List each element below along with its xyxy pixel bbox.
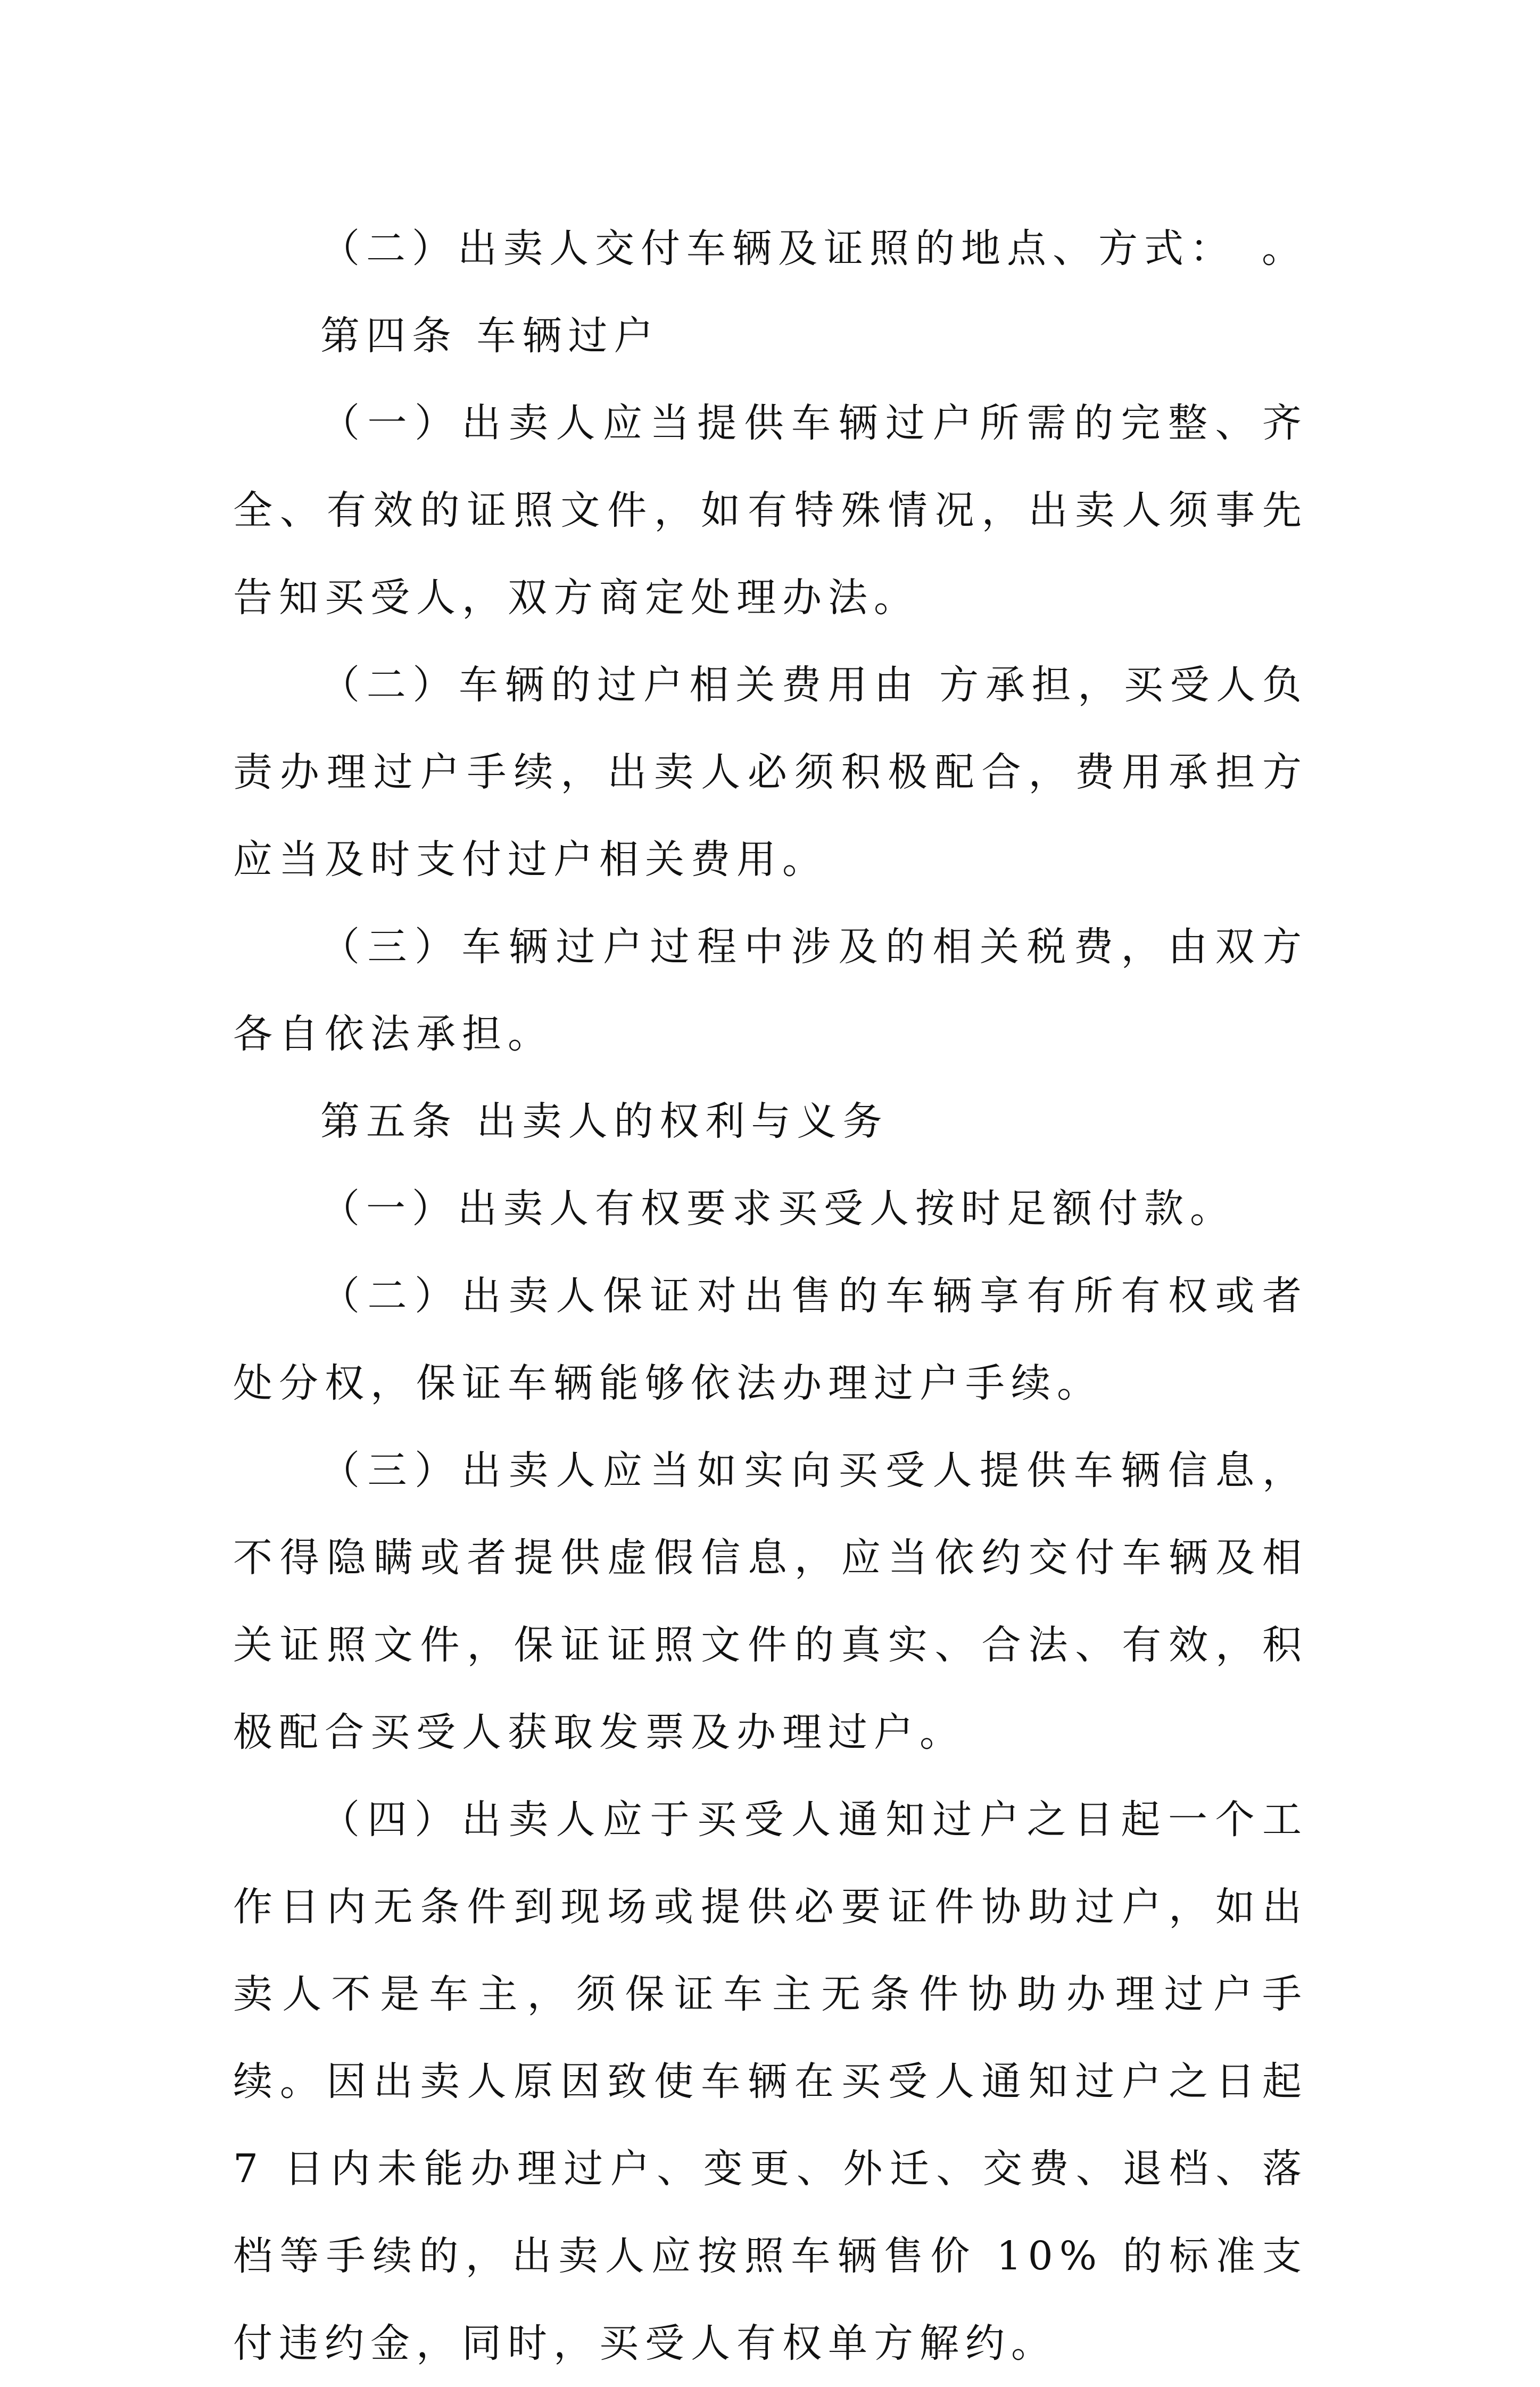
heading-article-5-seller-rights: 第五条 出卖人的权利与义务 [320,1098,889,1144]
paragraph-transfer-fees: （二）车辆的过户相关费用由 方承担，买受人负责办理过户手续，出卖人必须积极配合，费用承担方应当及时支付过户相关费用。 [233,662,1308,882]
paragraph-seller-disclosure: （三）出卖人应当如实向买受人提供车辆信息，不得隐瞒或者提供虚假信息，应当依约交付车辆及相关证照文件，保证证照文件的真实、合法、有效，积极配合买受人获取发票及办理过户。 [233,1448,1308,1755]
paragraph-transfer-taxes: （三）车辆过户过程中涉及的相关税费，由双方各自依法承担。 [233,924,1308,1057]
paragraph-seller-transfer-assistance: （四）出卖人应于买受人通知过户之日起一个工作日内无条件到现场或提供必要证件协助过户，如出卖人不是车主，须保证车主无条件协助办理过户手续。因出卖人原因致使车辆在买受人通知过户之日起 7 日内未能办理过户、变更、外迁、交费、退档、落档等手续的，出卖人应按照车辆售价 10% 的标准支付违约金，同时，买受人有权单方解约。 [233,1797,1308,2366]
paragraph-delivery-location: （二）出卖人交付车辆及证照的地点、方式： 。 [320,226,1307,271]
heading-article-4-transfer: 第四条 车辆过户 [320,313,660,359]
document-body [233,205,1308,2387]
paragraph-transfer-documents: （一）出卖人应当提供车辆过户所需的完整、齐全、有效的证照文件，如有特殊情况，出卖人须事先告知买受人，双方商定处理办法。 [233,400,1308,621]
paragraph-seller-ownership: （二）出卖人保证对出售的车辆享有所有权或者处分权，保证车辆能够依法办理过户手续。 [233,1273,1308,1406]
paragraph-seller-payment-right: （一）出卖人有权要求买受人按时足额付款。 [320,1186,1236,1232]
